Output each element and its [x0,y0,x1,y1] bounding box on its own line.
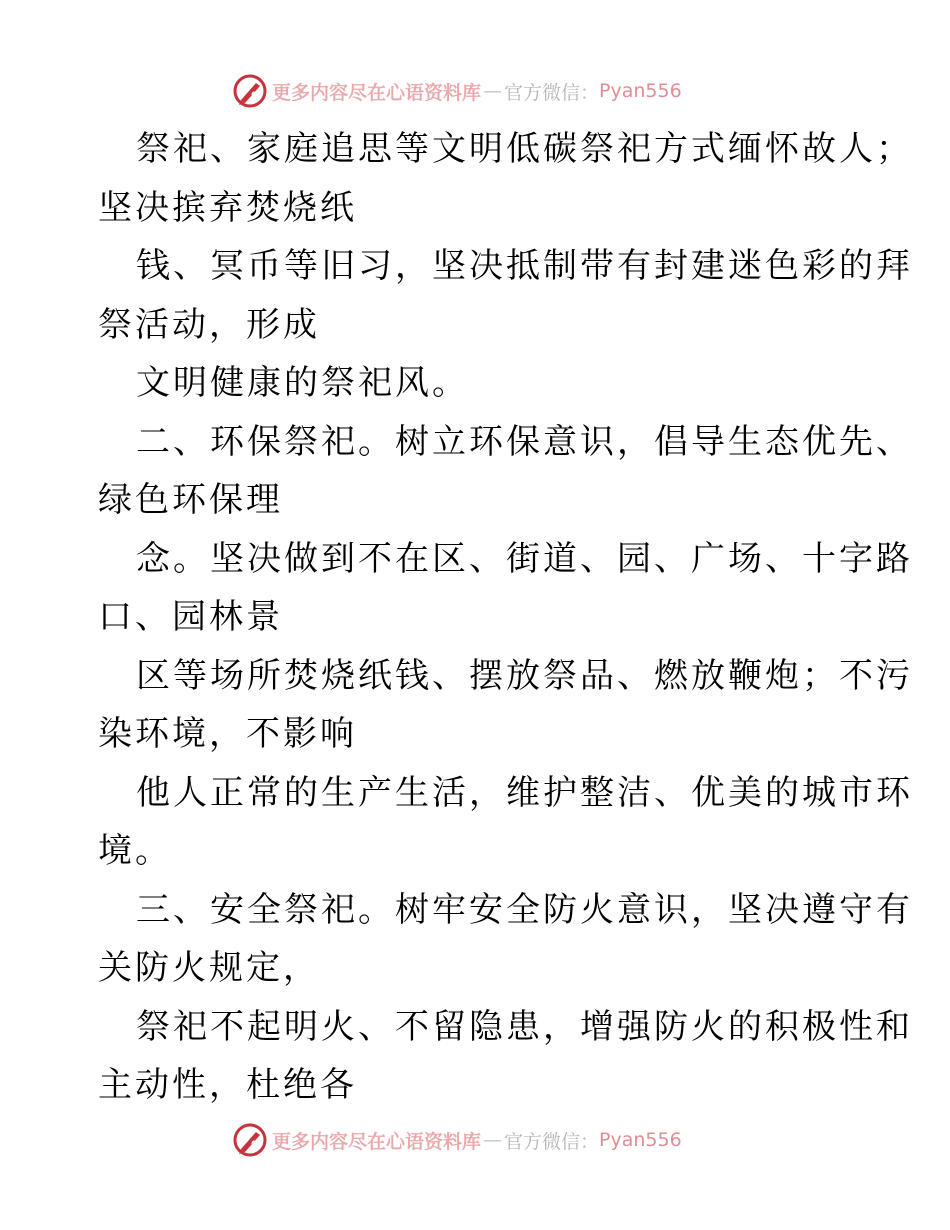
text-line: 绿色环保理 [98,480,283,520]
watermark-official-label: 官方微信： [504,81,600,104]
text-line: 境。 [98,831,172,871]
watermark-library-text: 更多内容尽在心语资料库 [272,1130,482,1153]
text-line: 他人正常的生产生活，维护整洁、优美的城市环 [136,772,913,813]
footer-watermark [232,1120,682,1160]
pen-logo-icon [232,73,268,109]
text-line: 染环境，不影响 [98,714,357,754]
header-watermark [232,71,682,111]
text-line: 文明健康的祭祀风。 [136,363,469,403]
text-line: 念。坚决做到不在区、街道、园、广场、十字路 [136,538,913,579]
text-line: 主动性，杜绝各 [98,1065,357,1105]
watermark-official-label: 官方微信： [504,1130,600,1153]
text-line: 钱、冥币等旧习，坚决抵制带有封建迷色彩的拜 [136,246,913,286]
text-line: 口、园林景 [98,597,283,637]
pen-logo-icon [232,1122,268,1158]
text-line: 祭祀、家庭追思等文明低碳祭祀方式缅怀故人； [136,129,913,169]
document-body [98,120,913,1115]
text-line: 祭活动，形成 [98,304,320,345]
text-line: 二、环保祭祀。树立环保意识，倡导生态优先、 [136,421,913,462]
text-line: 三、安全祭祀。树牢安全防火意识，坚决遵守有 [136,889,913,930]
watermark-separator: — [483,80,503,102]
watermark-wechat-id: Pyan556 [599,1129,682,1151]
text-line: 区等场所焚烧纸钱、摆放祭品、燃放鞭炮；不污 [136,655,913,696]
watermark-separator: — [483,1129,503,1151]
text-line: 关防火规定， [98,948,320,988]
text-line: 祭祀不起明火、不留隐患，增强防火的积极性和 [136,1006,913,1047]
watermark-wechat-id: Pyan556 [599,80,682,102]
text-line: 坚决摈弃焚烧纸 [98,187,357,228]
watermark-library-text: 更多内容尽在心语资料库 [272,81,482,104]
